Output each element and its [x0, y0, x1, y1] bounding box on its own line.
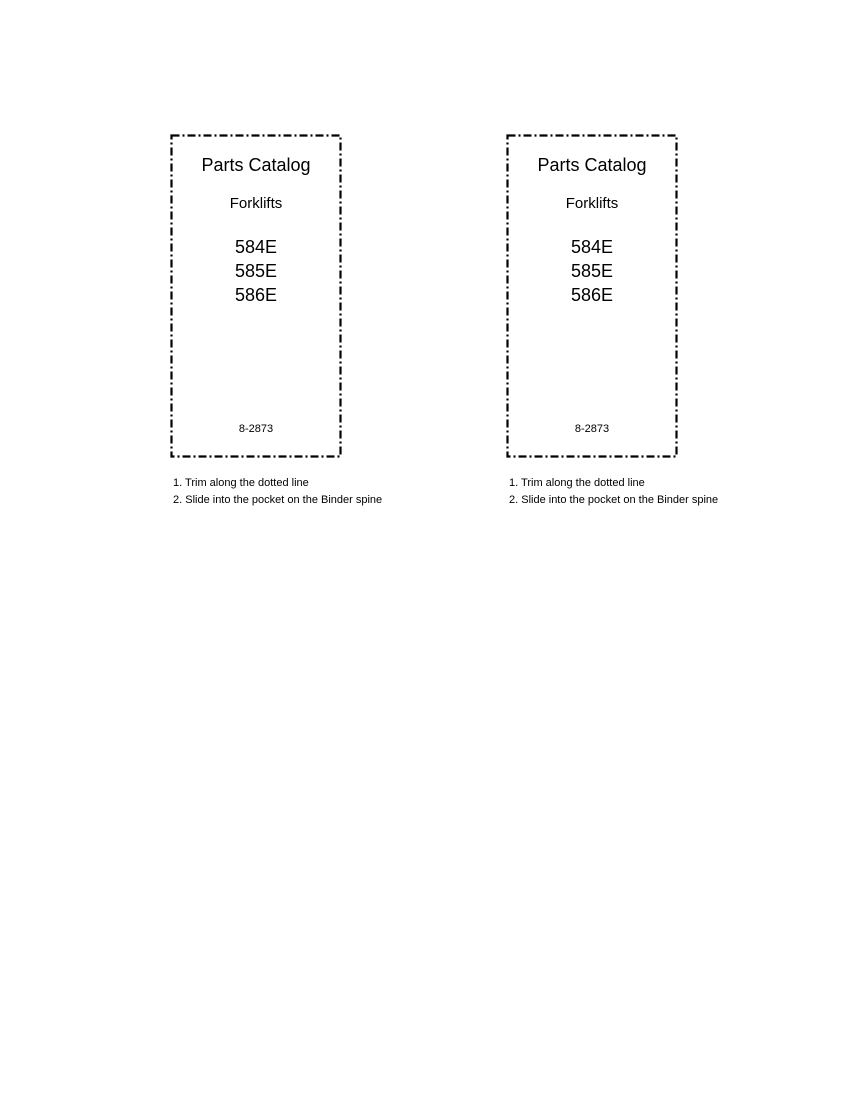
instructions: [509, 475, 766, 509]
catalog-title: Parts Catalog: [537, 155, 647, 175]
instruction-step: 1. Trim along the dotted line: [173, 477, 309, 489]
instruction-step: 1. Trim along the dotted line: [509, 477, 645, 489]
spine-label-right: [506, 134, 766, 509]
catalog-code: 8-2873: [238, 423, 274, 435]
model-number: 585E: [234, 261, 278, 281]
model-list: [506, 235, 678, 307]
trim-card: [170, 134, 342, 458]
catalog-code: 8-2873: [574, 423, 610, 435]
instruction-step: 2. Slide into the pocket on the Binder spine: [173, 494, 383, 506]
catalog-subtitle: Forklifts: [229, 195, 283, 212]
catalog-subtitle: Forklifts: [565, 195, 619, 212]
catalog-title: Parts Catalog: [201, 155, 311, 175]
spine-label-left: [170, 134, 430, 509]
trim-card: [506, 134, 678, 458]
model-number: 586E: [570, 285, 614, 305]
model-number: 586E: [234, 285, 278, 305]
instructions: [173, 475, 430, 509]
model-list: [170, 235, 342, 307]
model-number: 584E: [570, 237, 614, 257]
model-number: 584E: [234, 237, 278, 257]
instruction-step: 2. Slide into the pocket on the Binder spine: [509, 494, 719, 506]
model-number: 585E: [570, 261, 614, 281]
